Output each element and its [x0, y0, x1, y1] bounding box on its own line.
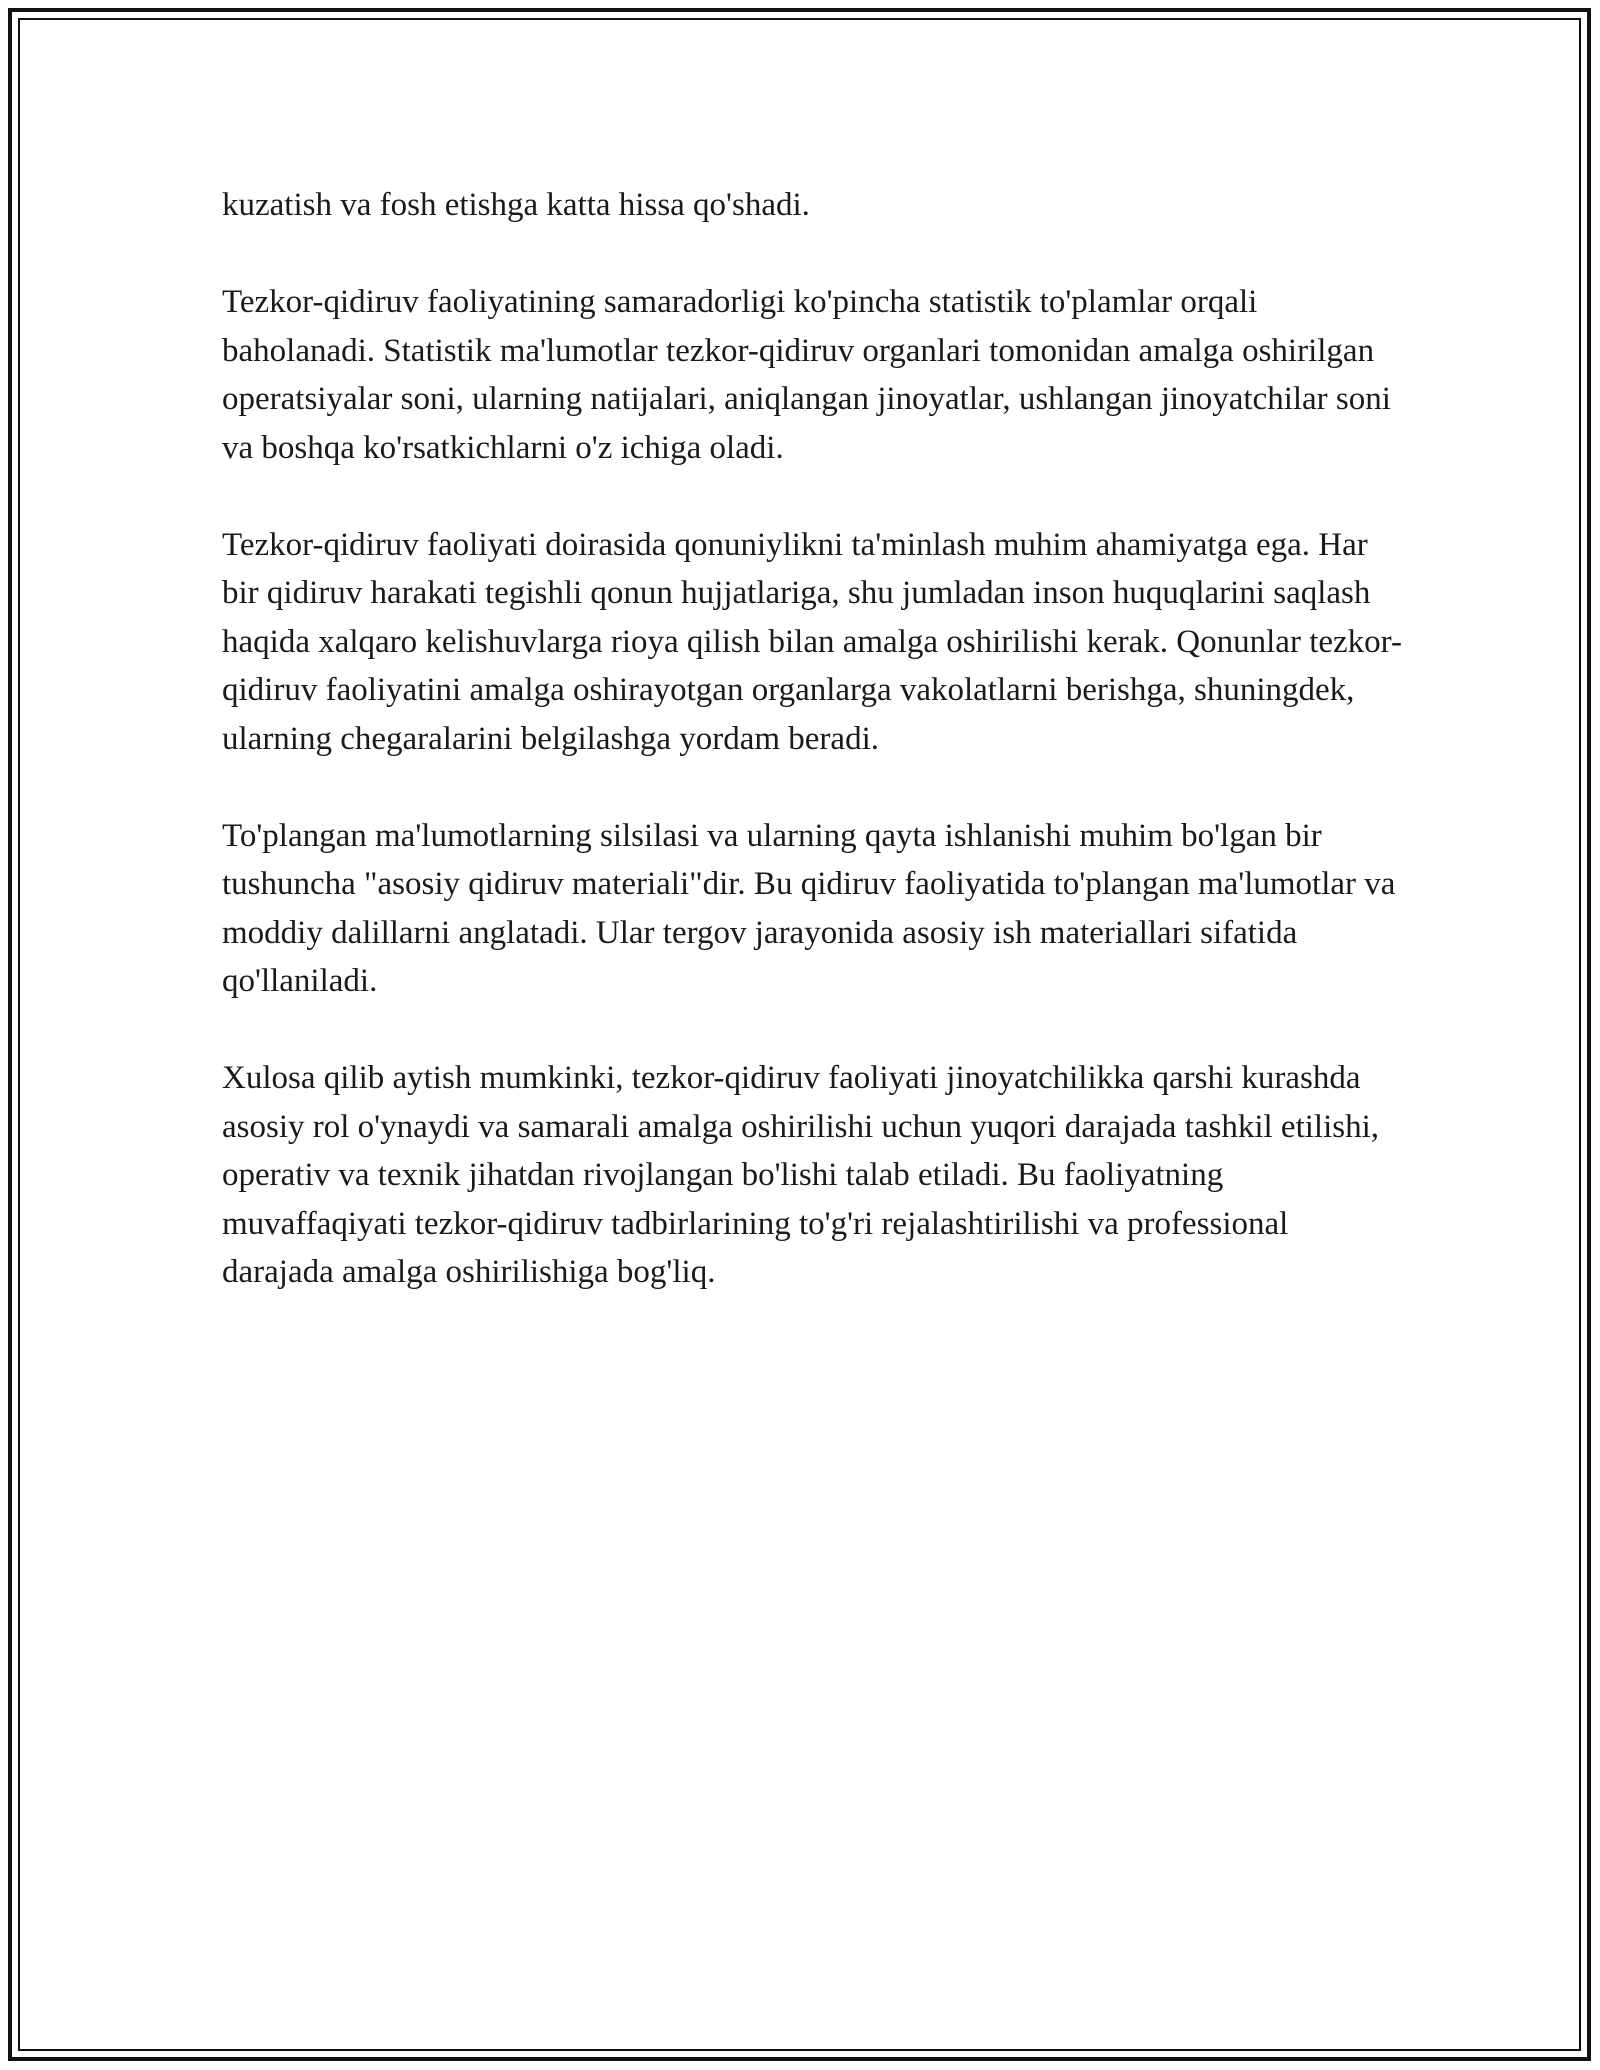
paragraph-5: Xulosa qilib aytish mumkinki, tezkor-qidiruv faoliyati jinoyatchilikka qarshi kurashda asosiy rol o'ynaydi va samarali amalga oshirilishi uchun yuqori darajada tashkil etilishi, operativ va texnik jihatdan rivojlangan bo'lishi talab etiladi. Bu faoliyatning muvaffaqiyati tezkor-qidiruv tadbirlarining to'g'ri rejalashtirilishi va professional darajada amalga oshirilishiga bog'liq. [222, 1060, 1380, 1290]
paragraph-2: Tezkor-qidiruv faoliyatining samaradorligi ko'pincha statistik to'plamlar orqali baholanadi. Statistik ma'lumotlar tezkor-qidiruv organlari tomonidan amalga oshirilgan operatsiyalar soni, ularning natijalari, aniqlangan jinoyatlar, ushlangan jinoyatchilar soni va boshqa ko'rsatkichlarni o'z ichiga oladi. [222, 284, 1391, 466]
paragraph-4: To'plangan ma'lumotlarning silsilasi va ularning qayta ishlanishi muhim bo'lgan bir tushuncha "asosiy qidiruv materiali"dir. Bu qidiruv faoliyatida to'plangan ma'lumotlar va moddiy dalillarni anglatadi. Ular tergov jarayonida asosiy ish materiallari sifatida qo'llaniladi. [222, 817, 1396, 999]
document-body [222, 181, 1402, 1345]
paragraph-3: Tezkor-qidiruv faoliyati doirasida qonuniylikni ta'minlash muhim ahamiyatga ega. Har bir qidiruv harakati tegishli qonun hujjatlariga, shu jumladan inson huquqlarini saqlash haqida xalqaro kelishuvlarga rioya qilish bilan amalga oshirilishi kerak. Qonunlar tezkor-qidiruv faoliyatini amalga oshirayotgan organlarga vakolatlarni berishga, shuningdek, ularning chegaralarini belgilashga yordam beradi. [222, 526, 1402, 757]
paragraph-1: kuzatish va fosh etishga katta hissa qo'shadi. [222, 187, 810, 223]
